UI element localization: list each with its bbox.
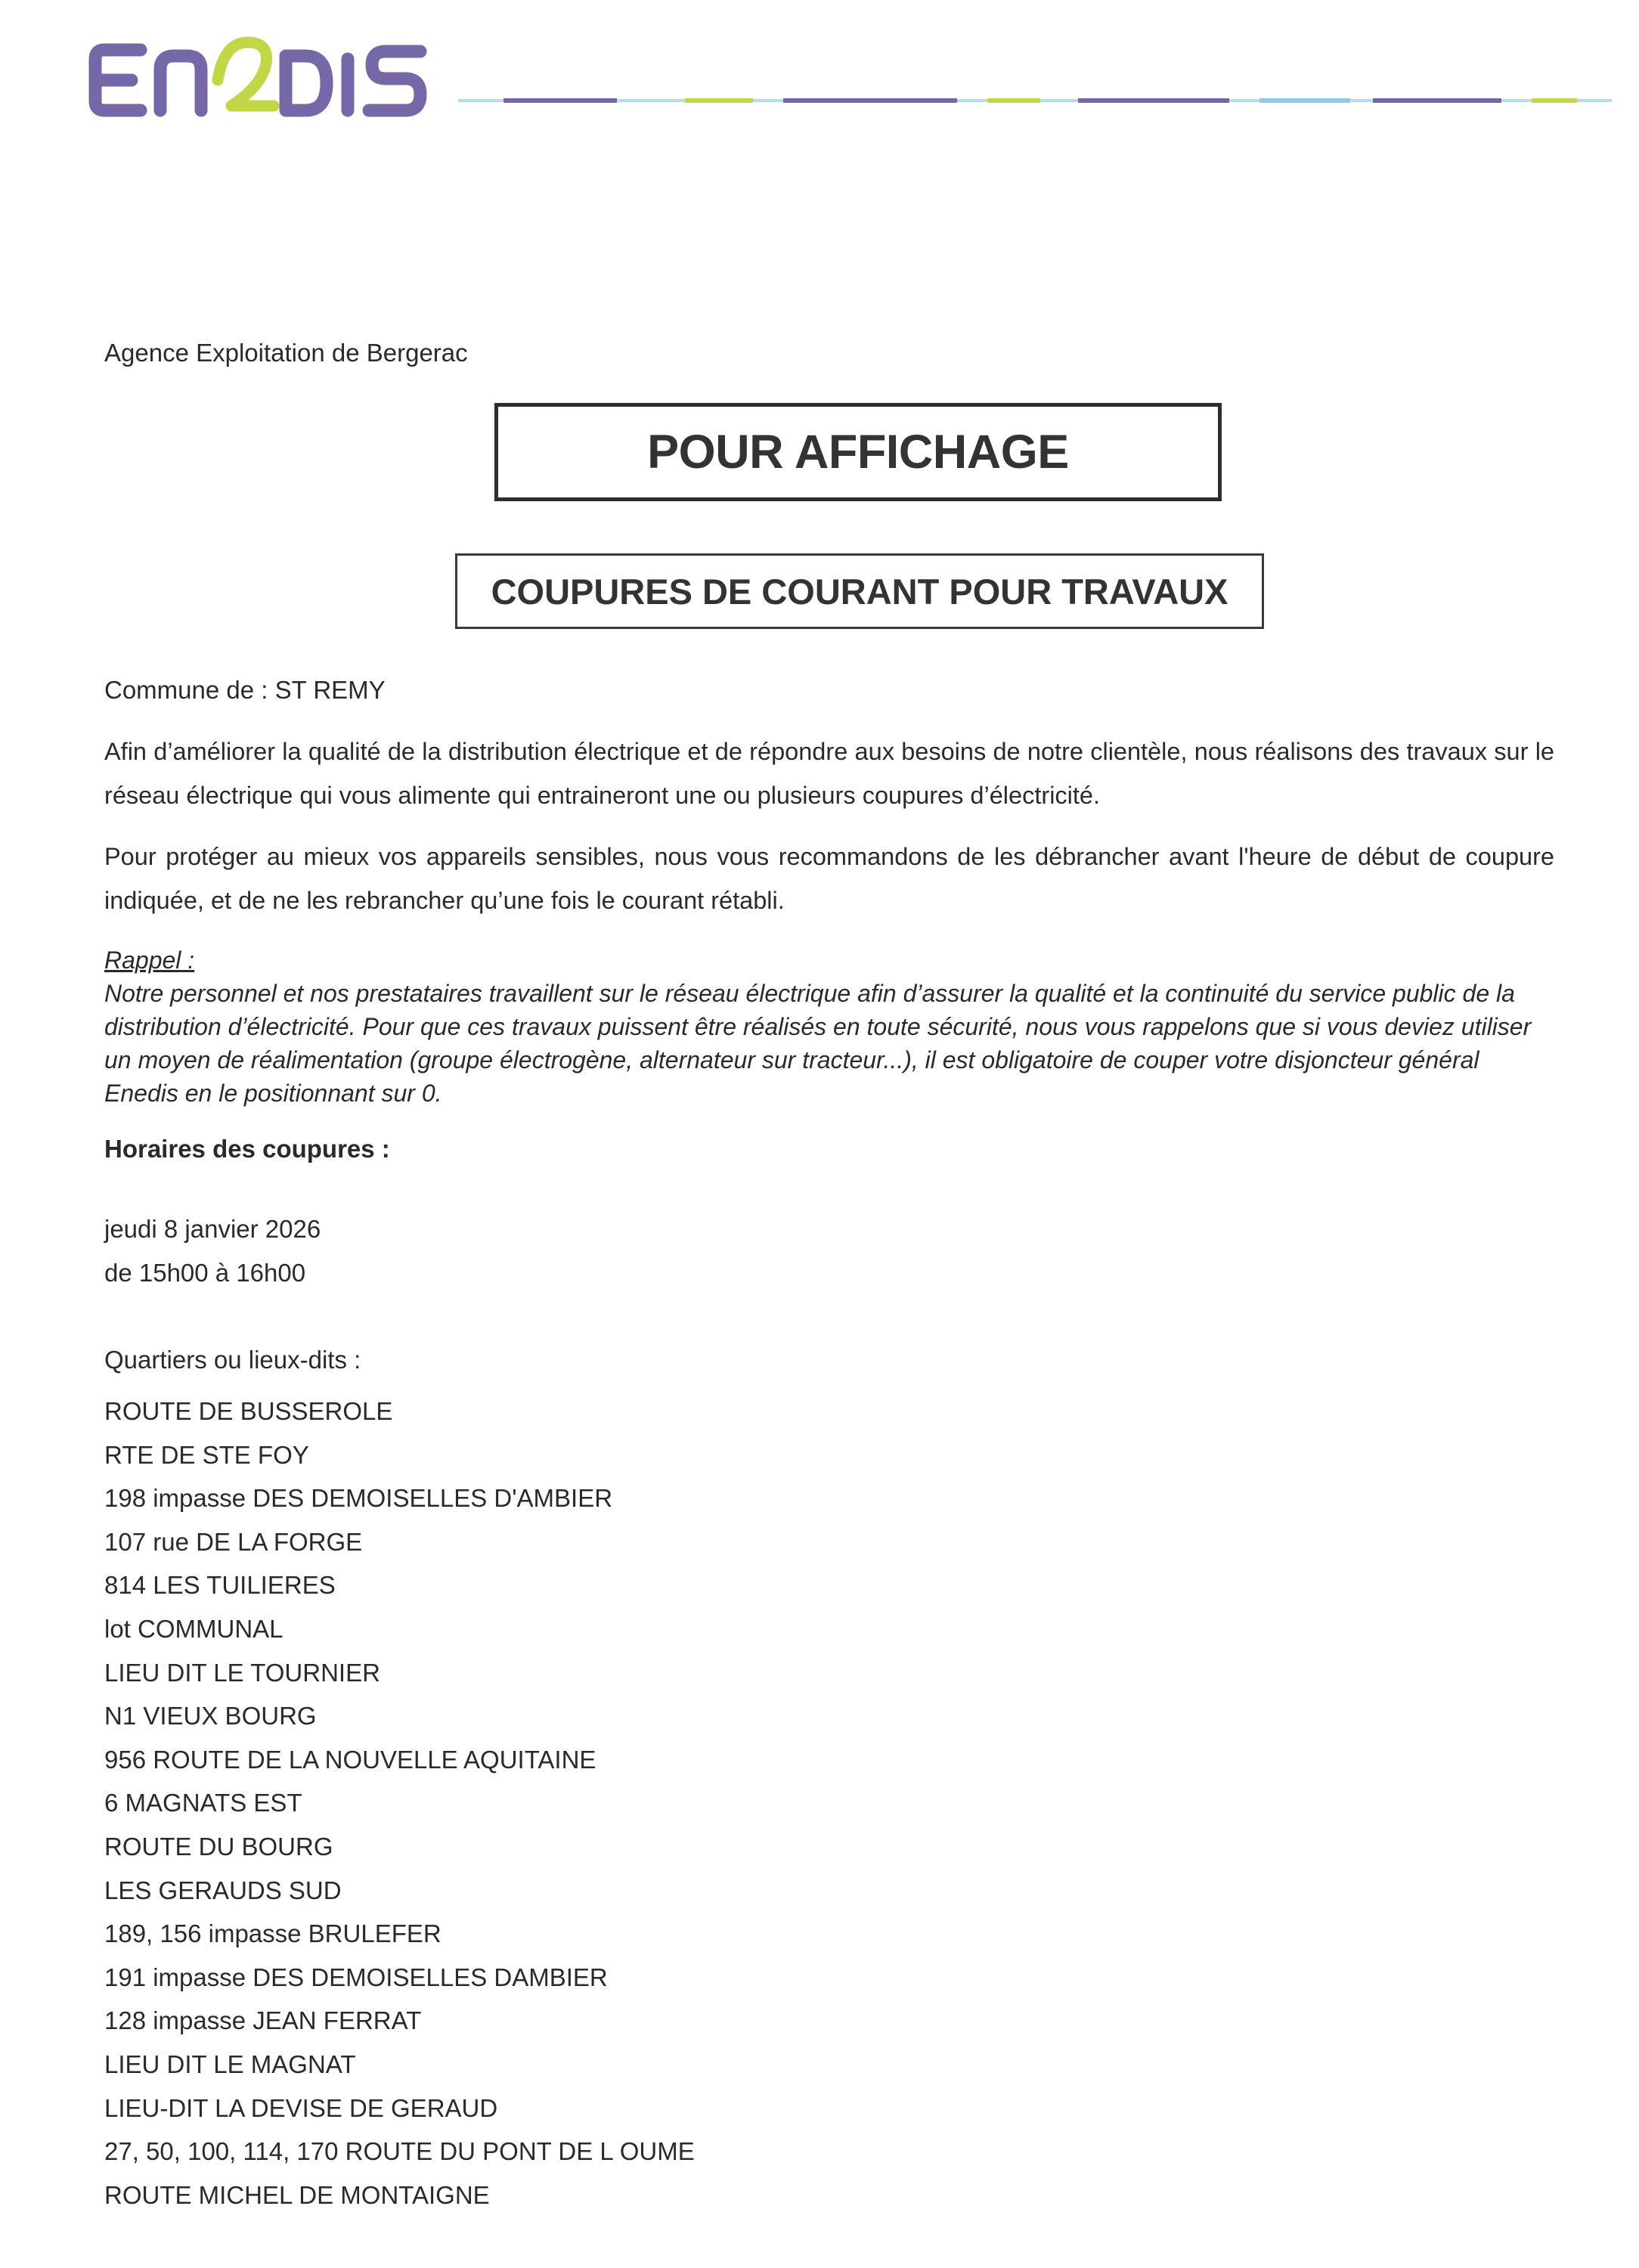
list-item: 191 impasse DES DEMOISELLES DAMBIER bbox=[104, 1963, 608, 1991]
advice-paragraph: Pour protéger au mieux vos appareils sensibles, nous vous recommandons de les débrancher avant l'heure de début de coupure indiquée, et de ne les rebrancher qu’une fois le courant rétabli. bbox=[104, 843, 1554, 914]
schedule-title: Horaires des coupures : bbox=[104, 1135, 390, 1163]
list-item: ROUTE DU BOURG bbox=[104, 1832, 333, 1861]
list-item: 198 impasse DES DEMOISELLES D'AMBIER bbox=[104, 1484, 613, 1513]
list-item: 814 LES TUILIERES bbox=[104, 1571, 336, 1600]
notice-subtitle: COUPURES DE COURANT POUR TRAVAUX bbox=[491, 571, 1228, 612]
notice-subtitle-box bbox=[455, 553, 1264, 629]
places-list bbox=[104, 1390, 695, 2217]
list-item: ROUTE DE BUSSEROLE bbox=[104, 1397, 393, 1425]
list-item: 6 MAGNATS EST bbox=[104, 1789, 302, 1817]
schedule-date: jeudi 8 janvier 2026 bbox=[104, 1215, 321, 1243]
list-item: LES GERAUDS SUD bbox=[104, 1876, 342, 1904]
list-item: LIEU DIT LE MAGNAT bbox=[104, 2050, 356, 2078]
list-item: 956 ROUTE DE LA NOUVELLE AQUITAINE bbox=[104, 1745, 596, 1774]
places-title: Quartiers ou lieux-dits : bbox=[104, 1346, 361, 1374]
header-rule bbox=[458, 95, 1612, 106]
rappel-text: Notre personnel et nos prestataires travaillent sur le réseau électrique afin d’assurer la qualité et la continuité du service public de la distribution d’électricité. Pour que ces travaux puissent être réalisés en toute sécurité, nous vous rappelons que si vous deviez utiliser un moyen de réalimentation (groupe électrogène, alternateur sur tracteur...), il est obligatoire de couper votre disjoncteur général Enedis en le positionnant sur 0. bbox=[104, 980, 1532, 1107]
notice-title-box bbox=[494, 403, 1222, 501]
list-item: 27, 50, 100, 114, 170 ROUTE DU PONT DE L OUME bbox=[104, 2137, 695, 2166]
list-item: 128 impasse JEAN FERRAT bbox=[104, 2006, 422, 2035]
intro-paragraph: Afin d’améliorer la qualité de la distribution électrique et de répondre aux besoins de notre clientèle, nous réalisons des travaux sur le réseau électrique qui vous alimente qui entraineront une ou plusieurs coupures d’électricité. bbox=[104, 738, 1554, 809]
list-item: RTE DE STE FOY bbox=[104, 1440, 309, 1469]
list-item: LIEU DIT LE TOURNIER bbox=[104, 1658, 380, 1687]
notice-title: POUR AFFICHAGE bbox=[647, 426, 1069, 479]
agency-name: Agence Exploitation de Bergerac bbox=[104, 339, 468, 367]
list-item: N1 VIEUX BOURG bbox=[104, 1702, 317, 1730]
list-item: LIEU-DIT LA DEVISE DE GERAUD bbox=[104, 2093, 498, 2122]
list-item: ROUTE MICHEL DE MONTAIGNE bbox=[104, 2180, 490, 2209]
schedule-time: de 15h00 à 16h00 bbox=[104, 1259, 306, 1287]
commune: Commune de : ST REMY bbox=[104, 676, 386, 704]
enedis-logo bbox=[88, 35, 451, 125]
list-item: lot COMMUNAL bbox=[104, 1614, 283, 1643]
list-item: 107 rue DE LA FORGE bbox=[104, 1527, 363, 1556]
list-item: 189, 156 impasse BRULEFER bbox=[104, 1919, 442, 1948]
rappel-title: Rappel : bbox=[104, 947, 195, 974]
